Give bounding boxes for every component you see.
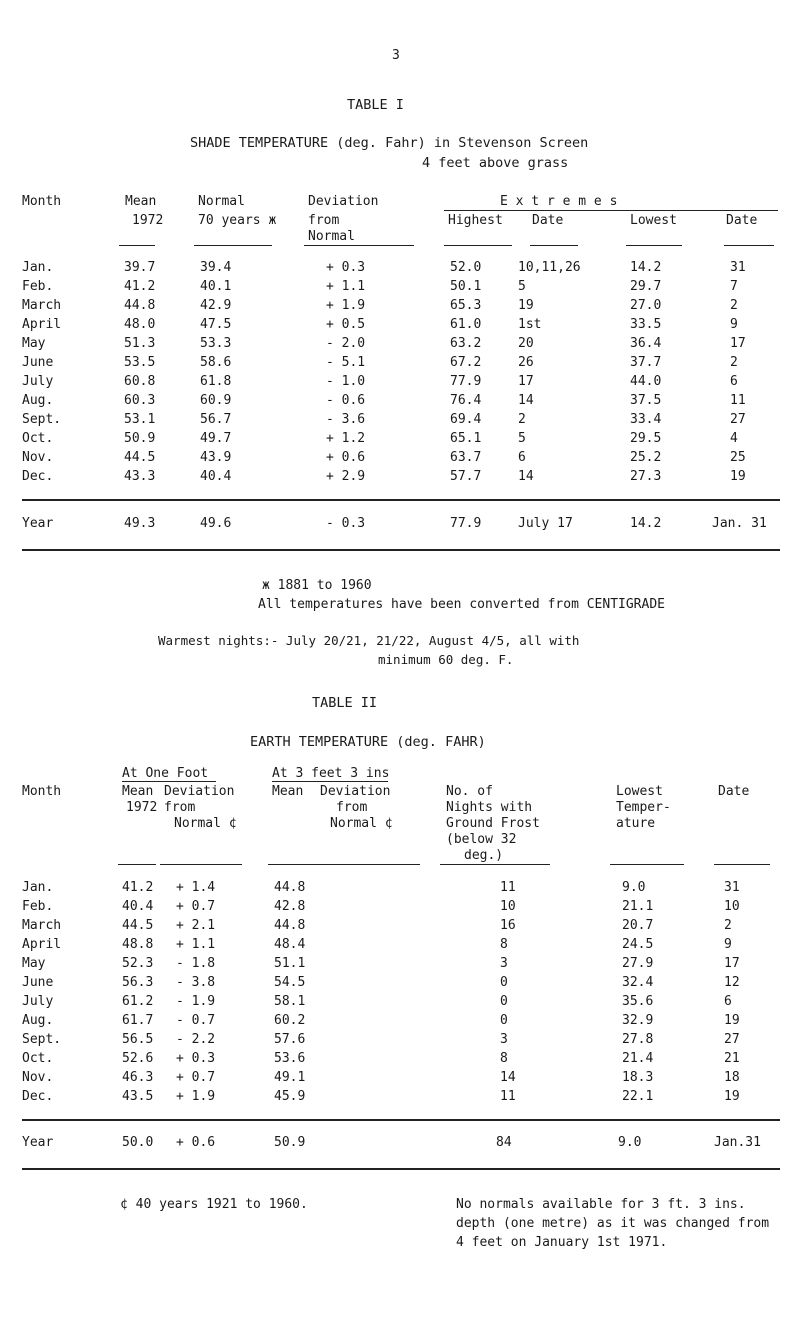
t2-rule-deviation [160, 864, 242, 865]
t2-col-dev2-from: from [336, 800, 368, 815]
t2-cell-date: 19 [724, 1089, 740, 1104]
t2-cell-month: Feb. [22, 899, 54, 914]
table2-title: TABLE II [312, 695, 378, 711]
table1-subtitle-2: 4 feet above grass [422, 155, 569, 171]
t1-col-date: Date [532, 213, 564, 228]
t1-cell-highest: 76.4 [450, 393, 482, 408]
t2-cell-month: Nov. [22, 1070, 54, 1085]
t2-col-mean2: Mean [272, 784, 304, 799]
t1-cell-highest: 69.4 [450, 412, 482, 427]
t1-cell-normal: 40.4 [200, 469, 232, 484]
t2-cell-month: Dec. [22, 1089, 54, 1104]
t1-cell-normal: 58.6 [200, 355, 232, 370]
t1-cell-lowest: 44.0 [630, 374, 662, 389]
t1-cell-normal: 40.1 [200, 279, 232, 294]
table-row [0, 918, 800, 937]
t1-cell-high-date: 14 [518, 469, 534, 484]
t1-cell-highest: 63.7 [450, 450, 482, 465]
t2-col-lowest-2: Temper- [616, 800, 671, 815]
t2-cell-mean-3ft: 51.1 [274, 956, 306, 971]
t2-cell-mean: 56.5 [122, 1032, 154, 1047]
t1-cell-normal: 61.8 [200, 374, 232, 389]
t2-cell-date: 21 [724, 1051, 740, 1066]
t1-cell-deviation: + 0.6 [326, 450, 366, 465]
t1-cell-mean: 39.7 [124, 260, 156, 275]
t2-cell-mean: 44.5 [122, 918, 154, 933]
t1-col-lowest: Lowest [630, 213, 677, 228]
t1-cell-deviation: - 2.0 [326, 336, 366, 351]
t1-cell-month: May [22, 336, 46, 351]
t2-cell-lowest: 35.6 [622, 994, 654, 1009]
t2-cell-mean: 52.3 [122, 956, 154, 971]
t1-cell-high-date: 5 [518, 279, 526, 294]
t2-col-nights-4: (below 32 [446, 832, 517, 847]
t1-cell-lowest: 14.2 [630, 260, 662, 275]
t1-col-mean-year: 1972 [132, 213, 164, 228]
table2-subtitle: EARTH TEMPERATURE (deg. FAHR) [250, 734, 486, 750]
t2-cell-mean: 46.3 [122, 1070, 154, 1085]
t1-year-normal: 49.6 [200, 516, 232, 531]
page-number: 3 [392, 48, 400, 63]
t1-year-label: Year [22, 516, 54, 531]
t2-cell-month: Aug. [22, 1013, 54, 1028]
t1-cell-highest: 63.2 [450, 336, 482, 351]
t2-cell-mean: 40.4 [122, 899, 154, 914]
t1-col-mean: Mean [125, 194, 157, 209]
t1-cell-high-date: 14 [518, 393, 534, 408]
t1-cell-low-date: 31 [730, 260, 746, 275]
t1-cell-high-date: 2 [518, 412, 526, 427]
t1-cell-deviation: - 3.6 [326, 412, 366, 427]
t2-col-dev-from: from [164, 800, 196, 815]
t2-cell-mean: 52.6 [122, 1051, 154, 1066]
t2-cell-date: 17 [724, 956, 740, 971]
t1-cell-month: March [22, 298, 62, 313]
t2-cell-lowest: 32.4 [622, 975, 654, 990]
table-row [0, 899, 800, 918]
t2-cell-date: 9 [724, 937, 732, 952]
t2-col-deviation: Deviation [164, 784, 235, 799]
t2-footnote-depth-1: No normals available for 3 ft. 3 ins. [456, 1197, 746, 1212]
t2-cell-mean: 48.8 [122, 937, 154, 952]
t2-cell-frost-nights: 16 [500, 918, 516, 933]
t2-rule-nights [440, 864, 550, 865]
t1-rule-deviation [304, 245, 414, 246]
t1-cell-deviation: + 1.2 [326, 431, 366, 446]
t2-cell-frost-nights: 8 [500, 1051, 508, 1066]
table-row [0, 260, 800, 279]
t2-cell-date: 2 [724, 918, 732, 933]
t2-col-dev2-normal: Normal ¢ [330, 816, 393, 831]
table-row [0, 469, 800, 488]
t1-cell-deviation: + 1.9 [326, 298, 366, 313]
t1-cell-normal: 43.9 [200, 450, 232, 465]
t1-cell-high-date: 1st [518, 317, 542, 332]
table-row [0, 431, 800, 450]
t2-cell-deviation: - 1.8 [176, 956, 216, 971]
table-row [0, 1032, 800, 1051]
t1-cell-deviation: - 1.0 [326, 374, 366, 389]
t1-cell-mean: 51.3 [124, 336, 156, 351]
t2-rule-lowest [610, 864, 684, 865]
t2-cell-date: 18 [724, 1070, 740, 1085]
t2-cell-lowest: 24.5 [622, 937, 654, 952]
t1-cell-deviation: - 5.1 [326, 355, 366, 370]
t1-cell-highest: 65.1 [450, 431, 482, 446]
t2-cell-month: July [22, 994, 54, 1009]
t1-cell-normal: 49.7 [200, 431, 232, 446]
table-row [0, 336, 800, 355]
t2-cell-mean-3ft: 49.1 [274, 1070, 306, 1085]
t1-cell-normal: 53.3 [200, 336, 232, 351]
t2-col-deviation2: Deviation [320, 784, 391, 799]
t1-cell-month: July [22, 374, 54, 389]
t1-cell-month: Jan. [22, 260, 54, 275]
t2-cell-deviation: + 2.1 [176, 918, 216, 933]
t1-cell-low-date: 6 [730, 374, 738, 389]
t2-year-nights: 84 [496, 1135, 512, 1150]
t1-cell-lowest: 37.7 [630, 355, 662, 370]
t2-cell-deviation: - 1.9 [176, 994, 216, 1009]
t2-col-nights-5: deg.) [464, 848, 504, 863]
t2-cell-date: 10 [724, 899, 740, 914]
t1-cell-normal: 39.4 [200, 260, 232, 275]
t1-cell-low-date: 2 [730, 298, 738, 313]
t2-cell-mean-3ft: 42.8 [274, 899, 306, 914]
t1-cell-low-date: 27 [730, 412, 746, 427]
t1-year-date: July 17 [518, 516, 573, 531]
t2-cell-lowest: 21.1 [622, 899, 654, 914]
t1-cell-low-date: 7 [730, 279, 738, 294]
t1-cell-deviation: + 0.5 [326, 317, 366, 332]
t2-col-date: Date [718, 784, 750, 799]
t1-cell-mean: 53.5 [124, 355, 156, 370]
t2-col-mean-year: 1972 [126, 800, 158, 815]
t2-rule-date [714, 864, 770, 865]
t2-cell-mean-3ft: 44.8 [274, 918, 306, 933]
t2-cell-month: March [22, 918, 62, 933]
t1-cell-highest: 67.2 [450, 355, 482, 370]
t2-year-date: Jan.31 [714, 1135, 761, 1150]
t2-cell-date: 19 [724, 1013, 740, 1028]
t2-cell-mean-3ft: 60.2 [274, 1013, 306, 1028]
t2-cell-frost-nights: 0 [500, 1013, 508, 1028]
t2-cell-deviation: - 3.8 [176, 975, 216, 990]
table2-year-row [0, 1135, 800, 1154]
t2-footnote-depth-2: depth (one metre) as it was changed from [456, 1216, 770, 1231]
t1-cell-month: Aug. [22, 393, 54, 408]
t1-warmest-nights: Warmest nights:- July 20/21, 21/22, August 4/5, all with [158, 633, 580, 648]
t1-col-deviation: Deviation [308, 194, 379, 209]
t2-year-label: Year [22, 1135, 54, 1150]
t2-col-mean: Mean [122, 784, 154, 799]
t1-cell-low-date: 11 [730, 393, 746, 408]
t1-col-date2: Date [726, 213, 758, 228]
t2-year-top-rule [22, 1119, 780, 1121]
t1-cell-month: Sept. [22, 412, 62, 427]
t1-col-month: Month [22, 194, 62, 209]
t2-cell-lowest: 27.8 [622, 1032, 654, 1047]
t2-rule-mean [118, 864, 156, 865]
t1-rule-date [530, 245, 578, 246]
t1-cell-month: June [22, 355, 54, 370]
t2-cell-month: May [22, 956, 46, 971]
t1-rule-lowest [626, 245, 682, 246]
t1-cell-high-date: 20 [518, 336, 534, 351]
t1-rule-mean [119, 245, 155, 246]
t1-cell-month: April [22, 317, 62, 332]
t1-cell-high-date: 10,11,26 [518, 260, 581, 275]
t2-cell-mean-3ft: 53.6 [274, 1051, 306, 1066]
t2-cell-mean: 61.2 [122, 994, 154, 1009]
t2-cell-month: April [22, 937, 62, 952]
t1-cell-lowest: 37.5 [630, 393, 662, 408]
t2-col-nights-3: Ground Frost [446, 816, 540, 831]
t2-cell-mean-3ft: 57.6 [274, 1032, 306, 1047]
table-row [0, 355, 800, 374]
t1-cell-month: Dec. [22, 469, 54, 484]
t2-col-lowest-1: Lowest [616, 784, 663, 799]
t1-cell-low-date: 19 [730, 469, 746, 484]
t1-cell-lowest: 33.4 [630, 412, 662, 427]
t2-cell-date: 12 [724, 975, 740, 990]
t2-cell-lowest: 22.1 [622, 1089, 654, 1104]
t1-cell-high-date: 5 [518, 431, 526, 446]
t2-cell-month: Jan. [22, 880, 54, 895]
t1-year-highest: 77.9 [450, 516, 482, 531]
table-row [0, 1070, 800, 1089]
t1-cell-normal: 60.9 [200, 393, 232, 408]
t2-cell-lowest: 9.0 [622, 880, 646, 895]
t1-cell-lowest: 27.0 [630, 298, 662, 313]
t2-cell-mean-3ft: 44.8 [274, 880, 306, 895]
t1-cell-month: Feb. [22, 279, 54, 294]
t1-col-deviation-normal: Normal [308, 229, 355, 244]
t2-cell-frost-nights: 0 [500, 975, 508, 990]
table-row [0, 279, 800, 298]
table-row [0, 317, 800, 336]
t1-col-normal-years: 70 years ж [198, 213, 277, 228]
t2-cell-date: 31 [724, 880, 740, 895]
t1-cell-low-date: 17 [730, 336, 746, 351]
t2-cell-mean-3ft: 54.5 [274, 975, 306, 990]
t1-cell-high-date: 26 [518, 355, 534, 370]
t2-bottom-rule [22, 1168, 780, 1170]
table-row [0, 1013, 800, 1032]
table-row [0, 975, 800, 994]
table-row [0, 880, 800, 899]
table-row [0, 298, 800, 317]
t2-group-3ft: At 3 feet 3 ins [272, 766, 390, 781]
table-row [0, 937, 800, 956]
t2-year-deviation: + 0.6 [176, 1135, 216, 1150]
t1-extremes-rule [444, 210, 778, 211]
t1-cell-lowest: 27.3 [630, 469, 662, 484]
t1-cell-low-date: 9 [730, 317, 738, 332]
t2-footnote-normals: ¢ 40 years 1921 to 1960. [120, 1197, 308, 1212]
t1-rule-normal [194, 245, 272, 246]
t1-cell-deviation: + 0.3 [326, 260, 366, 275]
table-row [0, 1089, 800, 1108]
t2-year-mean2: 50.9 [274, 1135, 306, 1150]
table-row [0, 956, 800, 975]
t2-cell-mean: 61.7 [122, 1013, 154, 1028]
t2-cell-lowest: 21.4 [622, 1051, 654, 1066]
table-row [0, 412, 800, 431]
t2-year-mean: 50.0 [122, 1135, 154, 1150]
t2-cell-frost-nights: 3 [500, 956, 508, 971]
t2-cell-lowest: 27.9 [622, 956, 654, 971]
t1-cell-month: Oct. [22, 431, 54, 446]
table1-title: TABLE I [347, 97, 404, 113]
t1-cell-deviation: - 0.6 [326, 393, 366, 408]
t1-rule-date2 [724, 245, 774, 246]
t1-cell-highest: 61.0 [450, 317, 482, 332]
t1-cell-normal: 56.7 [200, 412, 232, 427]
t1-bottom-rule [22, 549, 780, 551]
t2-col-nights-1: No. of [446, 784, 493, 799]
t1-footnote-centigrade: All temperatures have been converted from CENTIGRADE [258, 597, 665, 612]
t2-cell-frost-nights: 8 [500, 937, 508, 952]
t2-cell-date: 6 [724, 994, 732, 1009]
t1-cell-mean: 44.5 [124, 450, 156, 465]
t1-col-extremes: E x t r e m e s [500, 194, 618, 209]
t2-cell-mean-3ft: 58.1 [274, 994, 306, 1009]
t1-year-date2: Jan. 31 [712, 516, 767, 531]
t2-cell-deviation: + 0.7 [176, 1070, 216, 1085]
t1-cell-mean: 60.3 [124, 393, 156, 408]
t2-cell-frost-nights: 10 [500, 899, 516, 914]
table-row [0, 1051, 800, 1070]
t1-cell-lowest: 33.5 [630, 317, 662, 332]
t1-cell-lowest: 29.7 [630, 279, 662, 294]
t1-year-lowest: 14.2 [630, 516, 662, 531]
t2-cell-mean-3ft: 48.4 [274, 937, 306, 952]
t1-cell-high-date: 6 [518, 450, 526, 465]
t1-cell-mean: 60.8 [124, 374, 156, 389]
t1-cell-highest: 65.3 [450, 298, 482, 313]
table-row [0, 393, 800, 412]
t2-col-lowest-3: ature [616, 816, 656, 831]
t1-cell-highest: 50.1 [450, 279, 482, 294]
t1-cell-normal: 42.9 [200, 298, 232, 313]
t2-cell-deviation: + 1.4 [176, 880, 216, 895]
t1-cell-mean: 43.3 [124, 469, 156, 484]
t2-rule-3ft [272, 781, 388, 782]
t1-year-top-rule [22, 499, 780, 501]
t2-group-one-foot: At One Foot [122, 766, 209, 781]
t1-cell-low-date: 2 [730, 355, 738, 370]
t1-year-mean: 49.3 [124, 516, 156, 531]
t2-cell-mean: 56.3 [122, 975, 154, 990]
t2-col-month: Month [22, 784, 62, 799]
t2-cell-lowest: 18.3 [622, 1070, 654, 1085]
t1-cell-mean: 53.1 [124, 412, 156, 427]
table-row [0, 994, 800, 1013]
t1-cell-low-date: 4 [730, 431, 738, 446]
t1-cell-deviation: + 2.9 [326, 469, 366, 484]
t2-cell-deviation: + 1.9 [176, 1089, 216, 1104]
t1-cell-mean: 41.2 [124, 279, 156, 294]
t2-cell-lowest: 20.7 [622, 918, 654, 933]
t1-cell-high-date: 19 [518, 298, 534, 313]
t1-cell-highest: 77.9 [450, 374, 482, 389]
t1-cell-lowest: 25.2 [630, 450, 662, 465]
t2-cell-mean: 41.2 [122, 880, 154, 895]
t1-cell-month: Nov. [22, 450, 54, 465]
t1-cell-lowest: 36.4 [630, 336, 662, 351]
t1-cell-mean: 50.9 [124, 431, 156, 446]
t1-cell-high-date: 17 [518, 374, 534, 389]
t1-warmest-minimum: minimum 60 deg. F. [378, 652, 514, 667]
table1-year-row [0, 516, 800, 535]
t2-cell-mean: 43.5 [122, 1089, 154, 1104]
t1-cell-normal: 47.5 [200, 317, 232, 332]
t2-rule-one-foot [122, 781, 216, 782]
t2-cell-deviation: + 0.3 [176, 1051, 216, 1066]
t2-cell-lowest: 32.9 [622, 1013, 654, 1028]
t1-cell-highest: 52.0 [450, 260, 482, 275]
t2-col-nights-2: Nights with [446, 800, 533, 815]
table-row [0, 450, 800, 469]
t2-cell-deviation: + 0.7 [176, 899, 216, 914]
t2-cell-month: June [22, 975, 54, 990]
t1-cell-lowest: 29.5 [630, 431, 662, 446]
t1-footnote-years: ж 1881 to 1960 [262, 578, 372, 593]
t2-cell-frost-nights: 14 [500, 1070, 516, 1085]
table-row [0, 374, 800, 393]
table1-subtitle: SHADE TEMPERATURE (deg. Fahr) in Stevenson Screen [190, 135, 589, 151]
t2-cell-deviation: - 0.7 [176, 1013, 216, 1028]
t1-year-deviation: - 0.3 [326, 516, 366, 531]
t2-col-dev-normal: Normal ¢ [174, 816, 237, 831]
t2-cell-frost-nights: 0 [500, 994, 508, 1009]
t2-cell-frost-nights: 11 [500, 880, 516, 895]
t1-cell-mean: 44.8 [124, 298, 156, 313]
t1-cell-low-date: 25 [730, 450, 746, 465]
t2-cell-date: 27 [724, 1032, 740, 1047]
t2-cell-deviation: - 2.2 [176, 1032, 216, 1047]
t1-col-normal: Normal [198, 194, 245, 209]
t1-rule-highest [444, 245, 512, 246]
t1-cell-deviation: + 1.1 [326, 279, 366, 294]
t2-footnote-depth-3: 4 feet on January 1st 1971. [456, 1235, 668, 1250]
t2-cell-frost-nights: 3 [500, 1032, 508, 1047]
t2-cell-deviation: + 1.1 [176, 937, 216, 952]
t2-cell-frost-nights: 11 [500, 1089, 516, 1104]
t2-rule-3ft-cols [268, 864, 420, 865]
t2-cell-month: Sept. [22, 1032, 62, 1047]
t2-cell-month: Oct. [22, 1051, 54, 1066]
t1-cell-mean: 48.0 [124, 317, 156, 332]
t2-year-lowest: 9.0 [618, 1135, 642, 1150]
t2-cell-mean-3ft: 45.9 [274, 1089, 306, 1104]
t1-col-highest: Highest [448, 213, 503, 228]
t1-cell-highest: 57.7 [450, 469, 482, 484]
t1-col-deviation-from: from [308, 213, 340, 228]
